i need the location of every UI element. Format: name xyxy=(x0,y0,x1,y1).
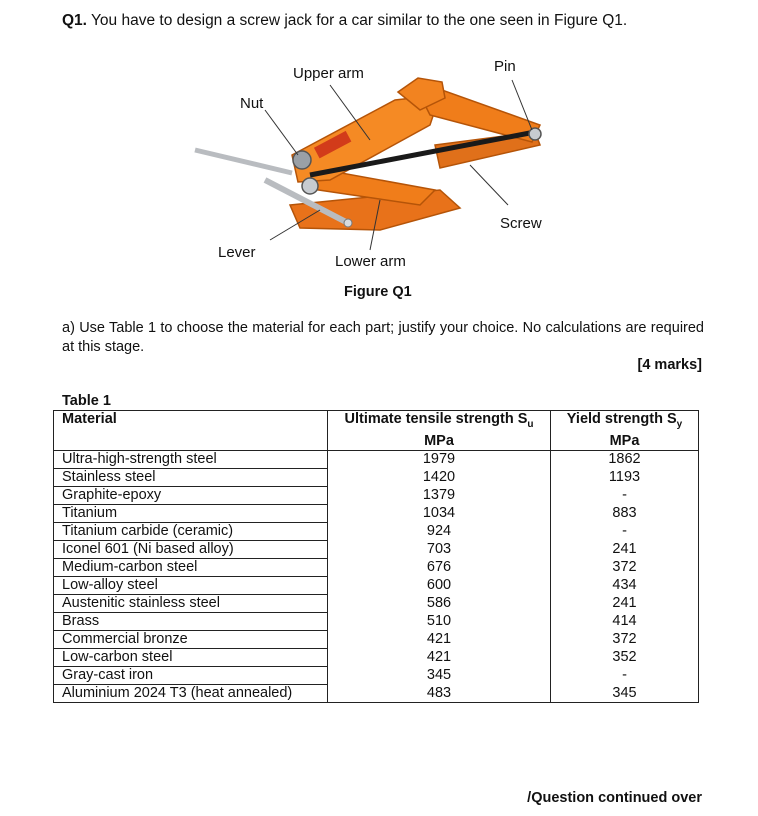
cell-uts: 1034 xyxy=(328,504,551,522)
table-row xyxy=(54,540,699,558)
part-a-text: a) Use Table 1 to choose the material for each part; justify your choice. No calculations are required at this stage. xyxy=(62,320,704,355)
cell-uts: 924 xyxy=(328,522,551,540)
header-ys-sub: y xyxy=(676,418,683,430)
header-material: Material xyxy=(54,411,328,451)
cell-uts: 421 xyxy=(328,630,551,648)
cell-material: Medium-carbon steel xyxy=(54,558,328,576)
lower-pin-circle xyxy=(302,178,318,194)
cell-ys: 883 xyxy=(551,504,699,522)
lever-end-cap xyxy=(344,219,352,227)
cell-uts: 421 xyxy=(328,648,551,666)
header-ys-unit: MPa xyxy=(609,432,640,449)
cell-ys: 414 xyxy=(551,612,699,630)
cell-ys: 352 xyxy=(551,648,699,666)
cell-uts: 483 xyxy=(328,684,551,702)
table-header-row xyxy=(54,411,699,451)
label-lower-arm: Lower arm xyxy=(335,253,406,270)
cell-material: Brass xyxy=(54,612,328,630)
nut-leader xyxy=(265,110,298,155)
label-screw: Screw xyxy=(500,215,542,232)
table-title: Table 1 xyxy=(62,393,111,409)
cell-ys: 434 xyxy=(551,576,699,594)
cell-material: Aluminium 2024 T3 (heat annealed) xyxy=(54,684,328,702)
header-ys-name: Yield strength S xyxy=(566,411,677,427)
label-nut: Nut xyxy=(240,95,264,112)
table-row xyxy=(54,594,699,612)
table-body xyxy=(54,450,699,702)
cell-material: Commercial bronze xyxy=(54,630,328,648)
screw-leader xyxy=(470,165,508,205)
cell-material: Stainless steel xyxy=(54,468,328,486)
cell-ys: 1862 xyxy=(551,450,699,468)
table-row xyxy=(54,666,699,684)
cell-uts: 586 xyxy=(328,594,551,612)
cell-uts: 1379 xyxy=(328,486,551,504)
table-row xyxy=(54,648,699,666)
header-uts xyxy=(328,411,551,451)
cell-material: Ultra-high-strength steel xyxy=(54,450,328,468)
table-row xyxy=(54,522,699,540)
label-pin: Pin xyxy=(494,58,516,75)
figure-caption: Figure Q1 xyxy=(344,284,412,300)
cell-material: Titanium xyxy=(54,504,328,522)
cell-ys: 241 xyxy=(551,540,699,558)
cell-uts: 510 xyxy=(328,612,551,630)
cell-uts: 703 xyxy=(328,540,551,558)
cell-material: Graphite-epoxy xyxy=(54,486,328,504)
cell-ys: - xyxy=(551,486,699,504)
question-heading xyxy=(62,12,627,30)
table-row xyxy=(54,504,699,522)
cell-ys: 1193 xyxy=(551,468,699,486)
cell-ys: 372 xyxy=(551,558,699,576)
cell-ys: 372 xyxy=(551,630,699,648)
cell-uts: 345 xyxy=(328,666,551,684)
table-row xyxy=(54,612,699,630)
cell-material: Titanium carbide (ceramic) xyxy=(54,522,328,540)
question-text: You have to design a screw jack for a car similar to the one seen in Figure Q1. xyxy=(91,12,628,29)
cell-material: Low-carbon steel xyxy=(54,648,328,666)
cell-material: Iconel 601 (Ni based alloy) xyxy=(54,540,328,558)
pin-circle xyxy=(529,128,541,140)
cell-ys: 241 xyxy=(551,594,699,612)
cell-uts: 600 xyxy=(328,576,551,594)
cell-uts: 1979 xyxy=(328,450,551,468)
cell-ys: 345 xyxy=(551,684,699,702)
table-row xyxy=(54,576,699,594)
table-row xyxy=(54,684,699,702)
header-uts-unit: MPa xyxy=(424,432,454,449)
cell-material: Low-alloy steel xyxy=(54,576,328,594)
cell-material: Austenitic stainless steel xyxy=(54,594,328,612)
table-row xyxy=(54,630,699,648)
question-number: Q1. xyxy=(62,12,87,29)
footer-note: /Question continued over xyxy=(527,790,702,806)
cell-material: Gray-cast iron xyxy=(54,666,328,684)
cell-uts: 676 xyxy=(328,558,551,576)
cell-ys: - xyxy=(551,522,699,540)
table-row xyxy=(54,486,699,504)
cell-ys: - xyxy=(551,666,699,684)
label-upper-arm: Upper arm xyxy=(293,65,364,82)
label-lever: Lever xyxy=(218,244,256,261)
materials-table xyxy=(53,410,699,703)
marks-label: [4 marks] xyxy=(637,357,702,373)
lever-rod xyxy=(195,150,292,173)
table-row xyxy=(54,450,699,468)
table-row xyxy=(54,468,699,486)
nut-circle xyxy=(293,151,311,169)
cell-uts: 1420 xyxy=(328,468,551,486)
table-row xyxy=(54,558,699,576)
header-uts-name: Ultimate tensile strength S xyxy=(344,411,528,427)
header-ys xyxy=(551,411,699,451)
header-uts-sub: u xyxy=(527,418,534,430)
